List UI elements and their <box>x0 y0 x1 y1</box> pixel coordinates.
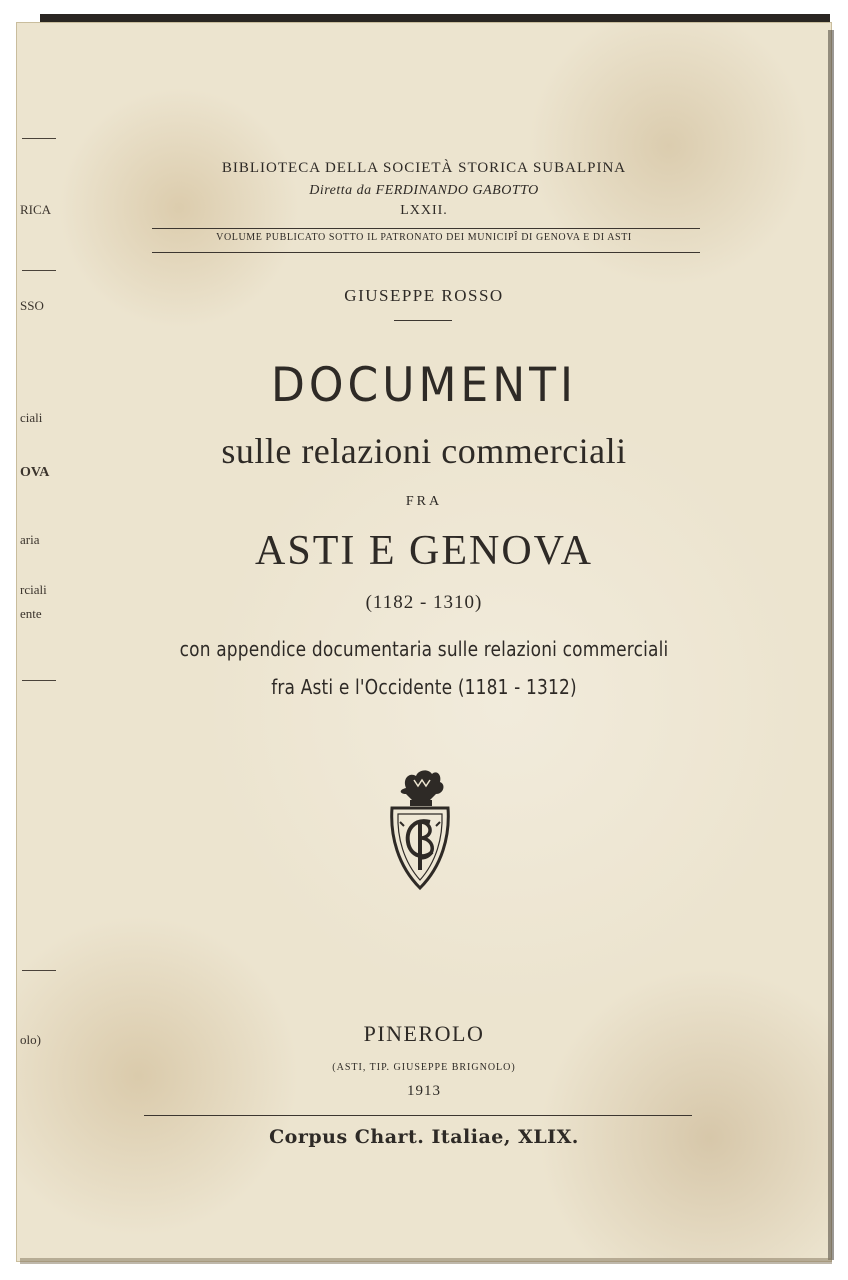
spine-fragment: ente <box>20 606 42 621</box>
spine-fragment: OVA <box>20 465 50 480</box>
corpus-series: Corpus Chart. Italiae, XLIX. <box>269 1126 579 1148</box>
series-director: Diretta da FERDINANDO GABOTTO <box>309 183 539 198</box>
imprint-year: 1913 <box>407 1083 441 1099</box>
imprint-printer: (ASTI, TIP. GIUSEPPE BRIGNOLO) <box>332 1062 516 1073</box>
spine-rule <box>22 270 56 271</box>
author-rule <box>394 320 452 321</box>
book-subtitle: sulle relazioni commerciali <box>221 431 627 471</box>
footer-rule <box>144 1115 692 1116</box>
appendix-line-1: con appendice documentaria sulle relazioni commerciali <box>179 637 669 661</box>
imprint-city: PINEROLO <box>363 1021 485 1046</box>
appendix-line-2: fra Asti e l'Occidente (1181 - 1312) <box>271 675 577 699</box>
spine-strip <box>16 120 56 1120</box>
series-title: BIBLIOTECA DELLA SOCIETÀ STORICA SUBALPINA <box>221 160 627 176</box>
spine-fragment: olo) <box>20 1032 41 1047</box>
header-rule-bottom <box>152 252 700 253</box>
spine-rule <box>22 138 56 139</box>
spine-fragment: ciali <box>20 410 43 425</box>
printer-mark-emblem-icon <box>384 766 456 892</box>
title-dates: (1182 - 1310) <box>365 592 483 613</box>
book-title: DOCUMENTI <box>271 357 577 414</box>
author-name: GIUSEPPE ROSSO <box>344 286 504 305</box>
spine-fragment: RICA <box>20 202 52 217</box>
title-places: ASTI E GENOVA <box>255 528 593 574</box>
header-rule-top <box>152 228 700 229</box>
title-conjunction: FRA <box>405 494 443 509</box>
spine-rule <box>22 970 56 971</box>
volume-number: LXXII. <box>400 203 448 218</box>
spine-fragment: aria <box>20 532 40 547</box>
spine-fragment: rciali <box>20 582 47 597</box>
patronage-note: VOLUME PUBLICATO SOTTO IL PATRONATO DEI MUNICIPÎ DI GENOVA E DI ASTI <box>216 232 632 243</box>
spine-rule <box>22 680 56 681</box>
spine-fragment: SSO <box>20 298 44 313</box>
cover-bottom-edge <box>20 1258 832 1264</box>
